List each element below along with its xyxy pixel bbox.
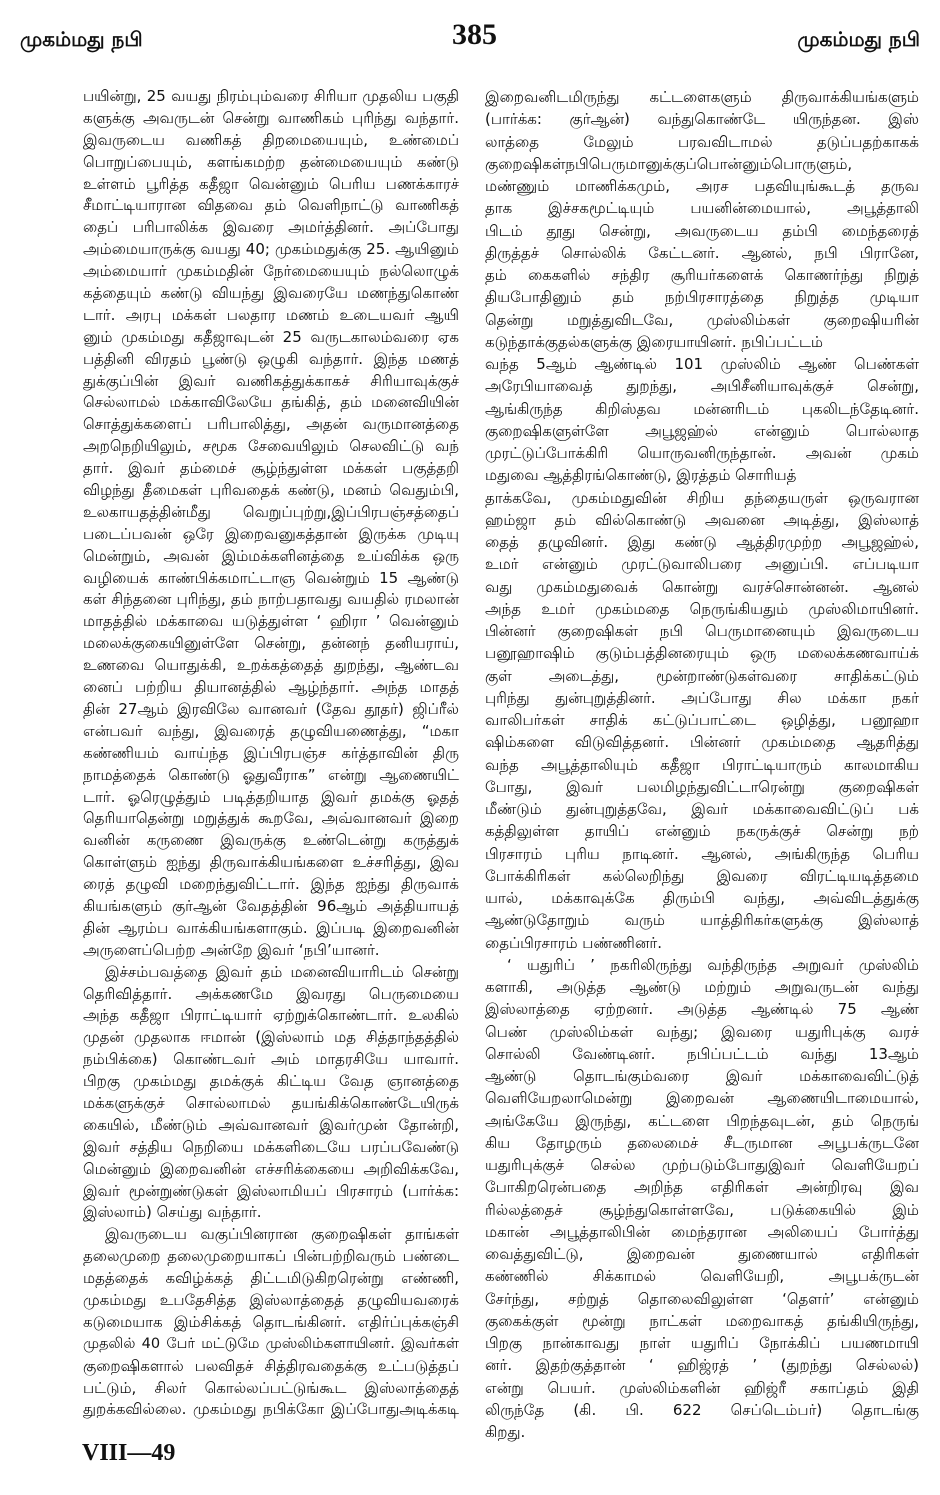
text-line: யால், மக்காவுக்கே திரும்பி வந்து, அவ்விடத்துக்கு <box>485 889 919 907</box>
text-line: மாதத்தில் மக்காவை யடுத்துள்ள ‘ ஹிரா ’ வென்னும் <box>83 612 459 631</box>
text-line: மீண்டும் துன்புறுத்தவே, இவர் மக்காவைவிட்டுப் பக் <box>485 800 919 818</box>
text-line: யதுரிபுக்குச் செல்ல முற்படும்போதுஇவர் வெளியேறப் <box>485 1156 919 1174</box>
text-line: அரேபியாவைத் துறந்து, அபிசீனியாவுக்குச் சென்று, <box>485 377 919 396</box>
text-line: போக்கிரிகள் கல்லெறிந்து இவரை விரட்டியடித்தமை <box>485 866 919 885</box>
text-line: சேர்ந்து, சற்றுத் தொலைவிலுள்ள ‘தெளர்’ என்னும் <box>485 1289 919 1308</box>
text-line: கிறது. <box>485 1423 526 1441</box>
page-number: 385 <box>452 18 497 51</box>
text-line: சீமாட்டியாரான விதவை தம் வெளிநாட்டு வாணிகத் <box>83 196 459 215</box>
text-line: கண்ணியம் வாய்ந்த இப்பிரபஞ்ச கர்த்தாவின் திரு <box>83 743 459 762</box>
text-line: தெரிவித்தார். அக்கணமே இவரது பெருமையை <box>83 984 459 1003</box>
text-line: இச்சம்பவத்தை இவர் தம் மனைவியாரிடம் சென்று <box>105 962 459 981</box>
text-line: கையில், மீண்டும் அவ்வானவர் இவர்முன் தோன்றி, <box>83 1115 459 1134</box>
text-line: சொல்லி வேண்டினர். நபிப்பட்டம் வந்து 13ஆம் <box>485 1044 919 1063</box>
text-line: நாமத்தைக் கொண்டு ஓதுவீராக” என்று ஆணையிட் <box>83 765 459 784</box>
text-line: படைப்பவன் ஒரே இறைவனுகத்தான் இருக்க முடியு <box>83 524 459 543</box>
text-line: குறைஷிகள்நபிபெருமானுக்குப்பொன்னும்பொருளும், <box>485 154 853 173</box>
text-line: முதலில் 40 பேர் மட்டுமே முஸ்லிம்களாயினர். இவர்கள் <box>83 1335 459 1352</box>
text-line: மகான் அபூத்தாலிபின் மைந்தரான அலியைப் போர்த்து <box>485 1222 919 1241</box>
text-line: முகம்மது உபதேசித்த இஸ்லாத்தைத் தழுவியவரைக் <box>83 1290 459 1309</box>
text-line: துக்குப்பின் இவர் வணிகத்துக்காகச் சிரியாவுக்குச் <box>83 371 459 390</box>
text-line: தார். இவர் தம்மைச் சூழ்ந்துள்ள மக்கள் பகுத்தறி <box>83 459 459 478</box>
text-line: மென்னும் இறைவனின் எச்சரிக்கையை அறிவிக்கவே, <box>83 1159 459 1178</box>
text-line: மலைக்குகையினுள்ளே சென்று, தன்னந் தனியராய், <box>83 634 459 653</box>
text-line: களாகி, அடுத்த ஆண்டு மற்றும் அறுவருடன் வந்து <box>485 978 919 996</box>
text-line: இவருடைய வணிகத் திறமையையும், உண்மைப் <box>83 130 459 149</box>
text-line: செல்லாமல் மக்காவிலேயே தங்கித், தம் மனைவியின் <box>83 393 459 412</box>
text-line: என்று பெயர். முஸ்லிம்களின் ஹிஜ்ரீ சகாப்தம் இதி <box>485 1378 919 1397</box>
text-line: வது முகம்மதுவைக் கொன்று வரச்சொன்னன். ஆனல் <box>485 577 919 596</box>
text-line: குறைஷிகளால் பலவிதச் சித்திரவதைக்கு உட்படுத்தப் <box>83 1356 459 1375</box>
text-line: திருத்தச் சொல்லிக் கேட்டனர். ஆனல், நபி பிரானே, <box>485 243 919 262</box>
text-line: தென்று மறுத்துவிடவே, முஸ்லிம்கள் குறைஷியரின் <box>485 310 919 329</box>
text-line: கள் சிந்தனை புரிந்து, தம் நாற்பதாவது வயதில் ரமலான் <box>83 590 459 609</box>
text-line: வந்த அபூத்தாலியும் கதீஜா பிராட்டியாரும் காலமாகிய <box>485 755 919 774</box>
text-line: பெண் முஸ்லிம்கள் வந்து; இவரை யதுரிபுக்கு வரச் <box>485 1022 919 1041</box>
text-line: தாக இச்சகமூட்டியும் பயனின்மையால், அபூத்தாலி <box>485 199 919 218</box>
text-line: ரில்லத்தைச் சூழ்ந்துகொள்ளவே, படுக்கையில் இம் <box>485 1200 919 1219</box>
text-line: கிய தோழரும் தலைமைச் சீடருமான அபூபக்ருடனே <box>485 1133 919 1152</box>
text-line: கடுந்தாக்குதல்களுக்கு இரையாயினர். நபிப்பட்டம் <box>485 332 823 351</box>
text-line: பிறகு நான்காவது நாள் யதுரிப் நோக்கிப் பயணமாயி <box>485 1334 919 1352</box>
text-line: டார். அரபு மக்கள் பலதார மணம் உடையவர் ஆயி <box>83 305 459 324</box>
text-line: கியங்களும் குர்ஆன் வேதத்தின் 96ஆம் அத்தியாயத் <box>83 896 459 915</box>
text-line: உலகாயதத்தின்மீது வெறுப்புற்று,இப்பிரபஞ்சத்தைப் <box>83 502 459 521</box>
text-line: அருளைப்பெற்ற அன்றே இவர் ‘நபி’யானர். <box>83 940 380 959</box>
text-line: கொள்ளும் ஐந்து திருவாக்கியங்களை உச்சரித்து, இவ <box>83 853 459 872</box>
text-line: இவர் மூன்றுண்டுகள் இஸ்லாமியப் பிரசாரம் (பார்க்க: <box>83 1181 459 1200</box>
volume-page-signature: VIII—49 <box>82 1440 176 1466</box>
text-line: வழியைக் காண்பிக்கமாட்டாஞ வென்றும் 15 ஆண்டு <box>83 568 459 587</box>
text-line: தியபோதினும் தம் நற்பிரசாரத்தை நிறுத்த முடியா <box>485 288 919 307</box>
text-line: அறநெறியிலும், சமூக சேவையிலும் செலவிட்டு வந் <box>83 437 459 456</box>
text-line: ‘ யதுரிப் ’ நகரிலிருந்து வந்திருந்த அறுவர் முஸ்லிம் <box>507 955 919 974</box>
text-line: விழந்து தீமைகள் புரிவதைக் கண்டு, மனம் வெதும்பி, <box>83 481 459 500</box>
text-line: மதுவை ஆத்திரங்கொண்டு, இரத்தம் சொரியத் <box>485 466 797 485</box>
text-line: தைத் தழுவினர். இது கண்டு ஆத்திரமுற்ற அபூஜஹ்ல், <box>485 533 919 551</box>
text-line: டார். ஓரெழுத்தும் படித்தறியாத இவர் தமக்கு ஓதத் <box>83 787 459 806</box>
text-line: மண்ணும் மாணிக்கமும், அரச பதவியுங்கூடத் தருவ <box>485 177 919 195</box>
right-column <box>485 86 920 1443</box>
running-head-right: முகம்மது நபி <box>797 27 920 51</box>
text-line: போது, இவர் பலமிழந்துவிட்டாரென்று குறைஷிகள் <box>485 777 919 796</box>
running-head-left: முகம்மது நபி <box>20 27 143 51</box>
text-line: ஆண்டுதோறும் வரும் யாத்திரிகர்களுக்கு இஸ்லாத் <box>485 911 919 930</box>
text-line: வந்த 5ஆம் ஆண்டில் 101 முஸ்லிம் ஆண் பெண்கள் <box>485 355 919 373</box>
text-line: வெளியேறலாமென்று இறைவன் ஆணையிடாமையால், <box>485 1089 919 1108</box>
text-line: சொத்துக்களைப் பரிபாலித்து, அதன் வருமானத்தை <box>83 415 459 434</box>
text-line: பட்டும், சிலர் கொல்லப்பட்டுங்கூட இஸ்லாத்தைத் <box>83 1378 459 1397</box>
text-line: தாக்கவே, முகம்மதுவின் சிறிய தந்தையருள் ஒருவரான <box>485 488 919 507</box>
text-line: கத்திலுள்ள தாயிப் என்னும் நகருக்குச் சென்று நற் <box>485 822 919 841</box>
text-line: பயின்று, 25 வயது நிரம்பும்வரை சிரியா முதலிய பகுதி <box>83 87 459 105</box>
text-line: முதன் முதலாக ஈமான் (இஸ்லாம் மத சித்தாந்தத்தில் <box>83 1028 459 1047</box>
text-line: உமர் என்னும் முரட்டுவாலிபரை அனுப்பி. எப்படியா <box>485 555 919 574</box>
text-line: பத்தினி விரதம் பூண்டு ஒழுகி வந்தார். இந்த மணத் <box>83 349 459 368</box>
text-line: தின் 27ஆம் இரவிலே வானவர் (தேவ தூதர்) ஜிப்ரீல் <box>83 699 459 718</box>
text-line: தெரியாதென்று மறுத்துக் கூறவே, அவ்வானவர் இறை <box>83 809 459 828</box>
text-line: பின்னர் குறைஷிகள் நபி பெருமானையும் இவருடைய <box>485 622 919 640</box>
text-line: அந்த கதீஜா பிராட்டியார் ஏற்றுக்கொண்டார். உலகில் <box>83 1006 459 1025</box>
text-line: வைத்துவிட்டு, இறைவன் துணையால் எதிரிகள் <box>485 1245 919 1263</box>
text-line: னைப் பற்றிய தியானத்தில் ஆழ்ந்தார். அந்த மாதத் <box>83 678 459 697</box>
text-line: உள்ளம் பூரித்த கதீஜா வென்னும் பெரிய பணக்காரச் <box>83 174 459 193</box>
text-line: பிறகு முகம்மது தமக்குக் கிட்டிய வேத ஞானத்தை <box>83 1072 459 1091</box>
text-line: னர். இதற்குத்தான் ‘ ஹிஜ்ரத் ’ (துறந்து செல்லல்) <box>485 1356 919 1375</box>
text-line: பனூஹாஷிம் குடும்பத்தினரையும் ஒரு மலைக்கணவாய்க் <box>485 644 919 663</box>
text-line: உணவை யொதுக்கி, உறக்கத்தைத் துறந்து, ஆண்டவ <box>83 656 459 675</box>
text-line: தைப்பிரசாரம் பண்ணினர். <box>485 933 662 952</box>
text-line: கடுமையாக இம்சிக்கத் தொடங்கினர். எதிர்ப்புக்கஞ்சி <box>83 1312 459 1331</box>
text-line: பொறுப்பையும், களங்கமற்ற தன்மையையும் கண்டு <box>83 152 459 171</box>
text-line: வாலிபர்கள் சாதிக் கட்டுப்பாட்டை ஒழித்து, பனூஹா <box>485 711 919 729</box>
text-line: குகைக்குள் மூன்று நாட்கள் மறைவாகத் தங்கியிருந்து, <box>485 1311 919 1330</box>
text-line: மக்களுக்குச் சொல்லாமல் தயங்கிக்கொண்டேயிருக் <box>83 1093 459 1112</box>
text-line: நம்பிக்கை) கொண்டவர் அம் மாதரசியே யாவார். <box>83 1050 459 1069</box>
text-line: அங்கேயே இருந்து, கட்டளை பிறந்தவுடன், தம் நெருங் <box>485 1111 919 1130</box>
text-line: இஸ்லாத்தை ஏற்றனர். அடுத்த ஆண்டில் 75 ஆண் <box>485 1000 919 1019</box>
text-line: கண்ணில் சிக்காமல் வெளியேறி, அபூபக்ருடன் <box>485 1267 919 1286</box>
text-line: துறக்கவில்லை. முகம்மது நபிக்கோ இப்போதுஅடிக்கடி <box>83 1400 459 1419</box>
text-line: ஹம்ஜா தம் வில்கொண்டு அவனை அடித்து, இஸ்லாத் <box>485 510 919 529</box>
text-line: தைப் பரிபாலிக்க இவரை அமர்த்தினர். அப்போது <box>83 218 459 237</box>
text-line: அம்மையார் முகம்மதின் நேர்மையையும் நல்லொழுக் <box>83 262 459 281</box>
text-line: அந்த உமர் முகம்மதை நெருங்கியதும் முஸ்லிமாயினர். <box>485 599 919 618</box>
left-column <box>83 86 460 1421</box>
text-line: தின் ஆரம்ப வாக்கியங்களாகும். இப்படி இறைவனின் <box>83 918 459 937</box>
text-line: இவருடைய வகுப்பினரான குறைஷிகள் தாங்கள் <box>105 1225 459 1244</box>
text-line: போகிறரென்பதை அறிந்த எதிரிகள் அன்றிரவு இவ <box>485 1178 919 1197</box>
text-line: பிடம் தூது சென்று, அவருடைய தம்பி மைந்தரைத் <box>485 221 919 240</box>
text-line: குள் அடைத்து, மூன்றாண்டுகள்வரை சாதிக்கட்டும் <box>485 666 919 685</box>
text-line: ஆங்கிருந்த கிறிஸ்தவ மன்னரிடம் புகலிடந்தேடினர். <box>485 399 919 418</box>
text-line: என்பவர் வந்து, இவரைத் தழுவியணைத்து, “மகா <box>83 721 459 740</box>
text-line: கத்தையும் கண்டு வியந்து இவரையே மணந்துகொண் <box>83 284 459 303</box>
text-line: முரட்டுப்போக்கிரி யொருவனிருந்தான். அவன் முகம் <box>485 444 919 462</box>
text-line: னும் முகம்மது கதீஜாவுடன் 25 வருடகாலம்வரை ஏக <box>83 327 459 346</box>
text-line: இஸ்லாம்) செய்து வந்தார். <box>83 1203 262 1222</box>
text-line: குறைஷிகளுள்ளே அபூஜஹ்ல் என்னும் பொல்லாத <box>485 421 919 440</box>
text-line: பிரசாரம் புரிய நாடினர். ஆனல், அங்கிருந்த பெரிய <box>485 844 919 863</box>
text-line: ஷிம்களை விடுவித்தனர். பின்னர் முகம்மதை ஆதரித்து <box>485 733 919 752</box>
text-line: ரைத் தழுவி மறைந்துவிட்டார். இந்த ஐந்து திருவாக் <box>83 875 459 894</box>
text-line: இவர் சத்திய நெறியை மக்களிடையே பரப்பவேண்டு <box>83 1137 459 1156</box>
text-line: லிருந்தே (கி. பி. 622 செப்டெம்பர்) தொடங்கு <box>485 1400 919 1419</box>
text-line: இறைவனிடமிருந்து கட்டளைகளும் திருவாக்கியங்களும் <box>485 88 919 106</box>
text-line: களுக்கு அவருடன் சென்று வாணிகம் புரிந்து வந்தார். <box>83 108 459 127</box>
text-line: மதத்தைக் கவிழ்க்கத் திட்டமிடுகிறரென்று எண்ணி, <box>83 1269 459 1288</box>
text-line: அம்மையாருக்கு வயது 40; முகம்மதுக்கு 25. ஆயினும் <box>83 240 459 259</box>
text-line: மென்றும், அவன் இம்மக்களினத்தை உய்விக்க ஒரு <box>83 546 459 565</box>
text-line: வனின் கருணை இவருக்கு உண்டென்று கருத்துக் <box>83 831 459 850</box>
text-line: (பார்க்க: குர்ஆன்) வந்துகொண்டே யிருந்தன. இஸ் <box>485 110 919 129</box>
text-line: ஆண்டு தொடங்கும்வரை இவர் மக்காவைவிட்டுத் <box>485 1067 919 1085</box>
text-line: தம் கைகளில் சந்திர சூரியர்களைக் கொணர்ந்து நிறுத் <box>485 266 919 284</box>
text-line: லாத்தை மேலும் பரவவிடாமல் தடுப்பதற்காகக் <box>485 132 919 151</box>
text-line: புரிந்து துன்புறுத்தினர். அப்போது சில மக்கா நகர் <box>485 688 919 707</box>
text-line: தலைமுறை தலைமுறையாகப் பின்பற்றிவரும் பண்டை <box>83 1247 459 1266</box>
